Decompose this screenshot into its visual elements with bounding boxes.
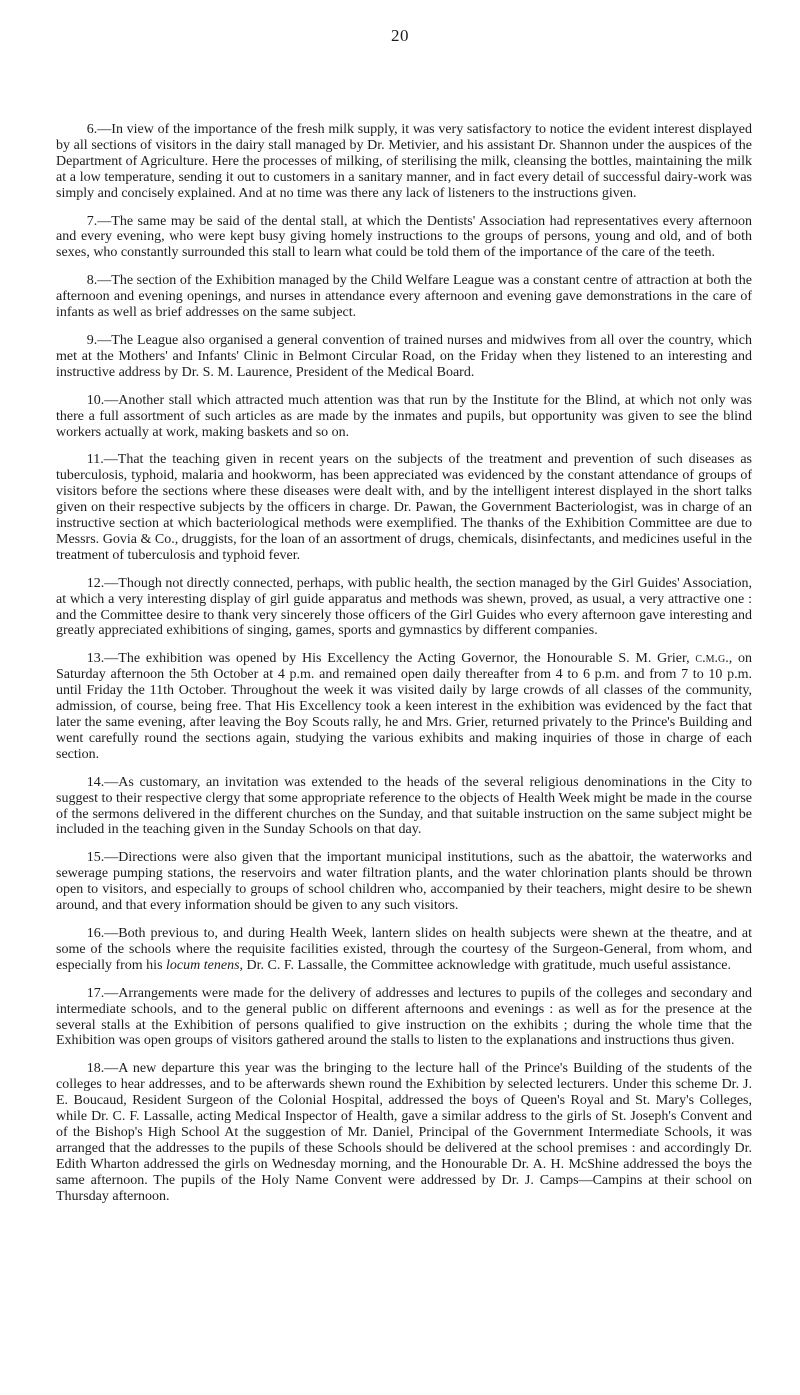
paragraph-12: 12.—Though not directly connected, perhaps, with public health, the section managed by the Girl Guides' Association, at which a very interesting display of girl guide apparatus and methods was shewn, proved, as usual, a very attractive one : and the Committee desire to thank very sincerely those officers of the Girl Guides who every afternoon gave interesting and greatly appreciated exhibitions of singing, games, sports and gymnastics by different companies. [56,575,752,639]
paragraph-14: 14.—As customary, an invitation was extended to the heads of the several religious denominations in the City to suggest to their respective clergy that some appropriate reference to the objects of Health Week might be made in the course of the sermons delivered in the different churches on the Sunday, and that suitable instruction on the same subject might be included in the teaching given in the Sunday Schools on that day. [56,774,752,838]
document-body [56,122,752,1216]
paragraph-18: 18.—A new departure this year was the bringing to the lecture hall of the Prince's Building of the students of the colleges to hear addresses, and to be afterwards shewn round the Exhibition by selected lecturers. Under this scheme Dr. J. E. Boucaud, Resident Surgeon of the Colonial Hospital, addressed the boys of Queen's Royal and St. Mary's Colleges, while Dr. C. F. Lassalle, acting Medical Inspector of Health, gave a similar address to the girls of St. Joseph's Convent and of the Bishop's High School At the suggestion of Mr. Daniel, Principal of the Government Intermediate Schools, it was arranged that the addresses to the pupils of these Schools should be delivered at the school premises : and accordingly Dr. Edith Wharton addressed the girls on Wednesday morning, and the Honourable Dr. A. H. McShine addressed the boys the same afternoon. The pupils of the Holy Name Convent were addressed by Dr. J. Camps—Campins at their school on Thursday afternoon. [56,1061,752,1204]
paragraph-15: 15.—Directions were also given that the important municipal institutions, such as the abattoir, the waterworks and sewerage pumping stations, the reservoirs and water filtration plants, and the water chlorination plants should be thrown open to visitors, and especially to groups of school children who, accompanied by their teachers, might desire to be shewn around, and that every information should be given to any such visitors. [56,850,752,914]
paragraph-9: 9.—The League also organised a general convention of trained nurses and midwives from all over the country, which met at the Mothers' and Infants' Clinic in Belmont Circular Road, on the Friday when they listened to an interesting and instructive address by Dr. S. M. Laurence, President of the Medical Board. [56,332,752,380]
paragraph-17: 17.—Arrangements were made for the delivery of addresses and lectures to pupils of the colleges and secondary and intermediate schools, and to the general public on different afternoons and evenings : as well as for the presence at the several stalls at the Exhibition of persons qualified to give instruction on the exhibits ; during the whole time that the Exhibition was open groups of visitors gathered around the stalls to listen to the explanations and instructions thus given. [56,985,752,1049]
page-number: 20 [391,26,409,45]
paragraph-16 [56,926,752,974]
paragraph-16-text-end: , Dr. C. F. Lassalle, the Committee acknowledge with gratitude, much useful assistance. [239,957,732,973]
paragraph-13 [56,651,752,762]
honours-cmg: c.m.g. [695,651,729,667]
paragraph-16-text-start: 16.—Both previous to, and during Health Week, lantern slides on health subjects were shewn at the theatre, and at some of the schools where the requisite facilities existed, through the courtesy of the Surgeon-General, from whom, and especially from his [56,925,752,973]
paragraph-8: 8.—The section of the Exhibition managed by the Child Welfare League was a constant centre of attraction at both the afternoon and evening openings, and nurses in attendance every afternoon and evening gave demonstrations in the care of infants as well as brief addresses on the same subject. [56,273,752,321]
paragraph-11: 11.—That the teaching given in recent years on the subjects of the treatment and prevention of such diseases as tuberculosis, typhoid, malaria and hookworm, has been appreciated was evidenced by the constant attendance of groups of visitors before the sections where these diseases were dealt with, and by the intelligent interest displayed in the short talks given on their respective subjects by the officers in charge. Dr. Pawan, the Government Bacteriologist, was in charge of an instructive section at which bacteriological methods were exemplified. The thanks of the Exhibition Committee are due to Messrs. Govia & Co., druggists, for the loan of an assortment of drugs, chemicals, disinfectants, and medicines useful in the treatment of tuberculosis and typhoid fever. [56,452,752,563]
paragraph-6: 6.—In view of the importance of the fresh milk supply, it was very satisfactory to notice the evident interest displayed by all sections of visitors in the dairy stall managed by Dr. Metivier, and his assistant Dr. Shannon under the auspices of the Department of Agriculture. Here the processes of milking, of sterilising the milk, cleansing the bottles, maintaining the milk at a low temperature, sending it out to customers in a sanitary manner, and in fact every detail of successful dairy-work was simply and concisely explained. And at no time was there any lack of listeners to the instructions given. [56,122,752,201]
paragraph-13-text-end: , on Saturday afternoon the 5th October at 4 p.m. and remained open daily thereafter from 4 to 6 p.m. and from 7 to 10 p.m. until Friday the 11th October. Throughout the week it was visited daily by large crowds of all classes of the community, admission, of course, being free. That His Excellency took a keen interest in the exhibition was evidenced by the fact that later the same evening, after leaving the Boy Scouts rally, he and Mrs. Grier, returned privately to the Prince's Building and went carefully round the sections again, studying the various exhibits and making inquiries of those in charge of each section. [56,651,752,762]
paragraph-7: 7.—The same may be said of the dental stall, at which the Dentists' Association had representatives every afternoon and every evening, who were kept busy giving homely instructions to the groups of persons, young and old, and of both sexes, who constantly surrounded this stall to learn what could be told them of the importance of the care of the teeth. [56,213,752,261]
paragraph-13-text-start: 13.—The exhibition was opened by His Excellency the Acting Governor, the Honourable S. M. Grier, [86,651,696,667]
paragraph-10: 10.—Another stall which attracted much attention was that run by the Institute for the Blind, at which not only was there a full assortment of such articles as are made by the inmates and pupils, but opportunity was given to see the blind workers actually at work, making baskets and so on. [56,392,752,440]
locum-tenens-italic: locum tenens [166,957,240,973]
